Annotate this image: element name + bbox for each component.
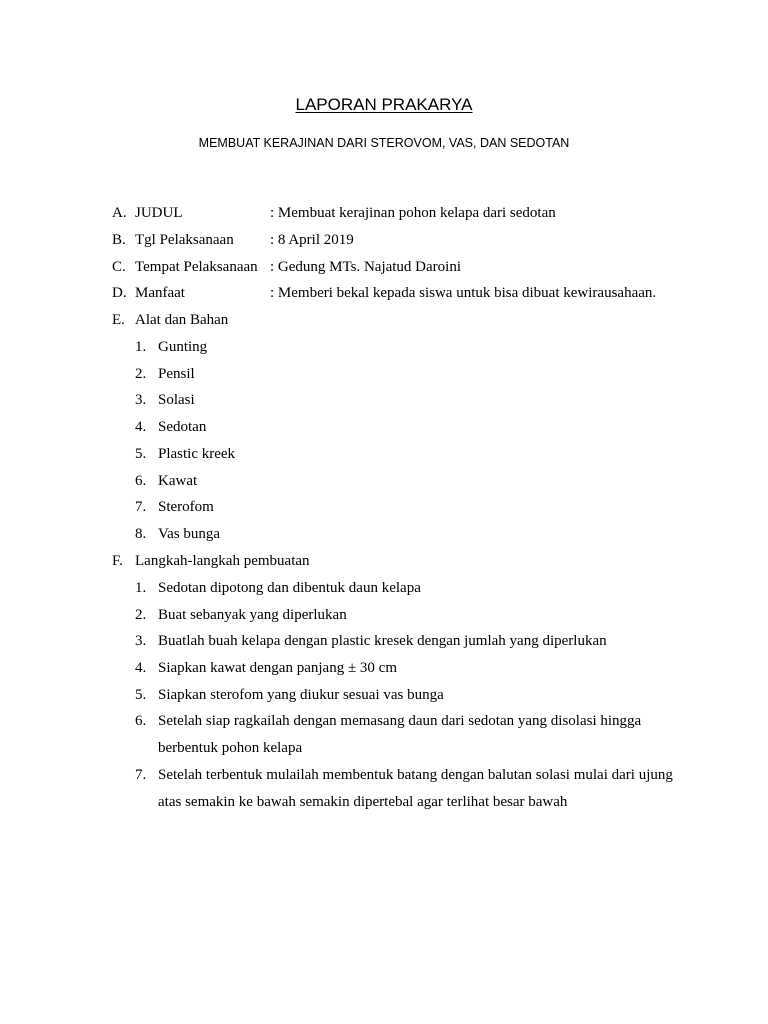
section-label: Alat dan Bahan	[135, 312, 229, 328]
list-text: Solasi	[158, 392, 195, 408]
section-letter: F.	[112, 553, 123, 569]
list-text: Gunting	[158, 339, 208, 355]
step-number: 6.	[135, 713, 147, 729]
section-value: : 8 April 2019	[270, 232, 354, 248]
list-number: 3.	[135, 392, 147, 408]
section-letter: A.	[112, 205, 127, 221]
section-label: Tgl Pelaksanaan	[135, 232, 234, 248]
page-subtitle: MEMBUAT KERAJINAN DARI STEROVOM, VAS, DAN SEDOTAN	[198, 136, 570, 150]
list-number: 5.	[135, 446, 147, 462]
list-number: 4.	[135, 419, 147, 435]
section-label: Tempat Pelaksanaan	[135, 259, 258, 275]
step-text: Sedotan dipotong dan dibentuk daun kelapa	[158, 580, 421, 596]
section-label: Langkah-langkah pembuatan	[135, 553, 310, 569]
section-value: : Gedung MTs. Najatud Daroini	[270, 259, 462, 275]
list-text: Kawat	[158, 473, 198, 489]
step-number: 3.	[135, 633, 147, 649]
step-text: Setelah siap ragkailah dengan memasang daun dari sedotan yang disolasi hingga	[158, 713, 642, 729]
list-number: 6.	[135, 473, 147, 489]
step-text: Setelah terbentuk mulailah membentuk batang dengan balutan solasi mulai dari ujung	[158, 767, 673, 783]
list-number: 2.	[135, 366, 147, 382]
section-label: JUDUL	[135, 205, 183, 221]
step-continuation: atas semakin ke bawah semakin dipertebal agar terlihat besar bawah	[158, 794, 568, 810]
section-value: : Membuat kerajinan pohon kelapa dari sedotan	[270, 205, 556, 221]
step-number: 7.	[135, 767, 147, 783]
step-number: 4.	[135, 660, 147, 676]
list-number: 8.	[135, 526, 147, 542]
list-text: Vas bunga	[158, 526, 221, 542]
section-label: Manfaat	[135, 285, 185, 301]
step-text: Buatlah buah kelapa dengan plastic kresek dengan jumlah yang diperlukan	[158, 633, 607, 649]
step-text: Siapkan sterofom yang diukur sesuai vas bunga	[158, 687, 444, 703]
step-text: Siapkan kawat dengan panjang ± 30 cm	[158, 660, 397, 676]
list-text: Plastic kreek	[158, 446, 236, 462]
step-number: 1.	[135, 580, 147, 596]
step-text: Buat sebanyak yang diperlukan	[158, 607, 347, 623]
list-text: Pensil	[158, 366, 195, 382]
step-number: 2.	[135, 607, 147, 623]
step-number: 5.	[135, 687, 147, 703]
section-letter: E.	[112, 312, 125, 328]
section-letter: C.	[112, 259, 126, 275]
step-continuation: berbentuk pohon kelapa	[158, 740, 303, 756]
list-number: 1.	[135, 339, 147, 355]
list-number: 7.	[135, 499, 147, 515]
list-text: Sterofom	[158, 499, 214, 515]
section-value: : Memberi bekal kepada siswa untuk bisa dibuat kewirausahaan.	[270, 285, 657, 301]
section-letter: D.	[112, 285, 127, 301]
page-title: LAPORAN PRAKARYA	[295, 95, 473, 114]
list-text: Sedotan	[158, 419, 207, 435]
section-letter: B.	[112, 232, 126, 248]
